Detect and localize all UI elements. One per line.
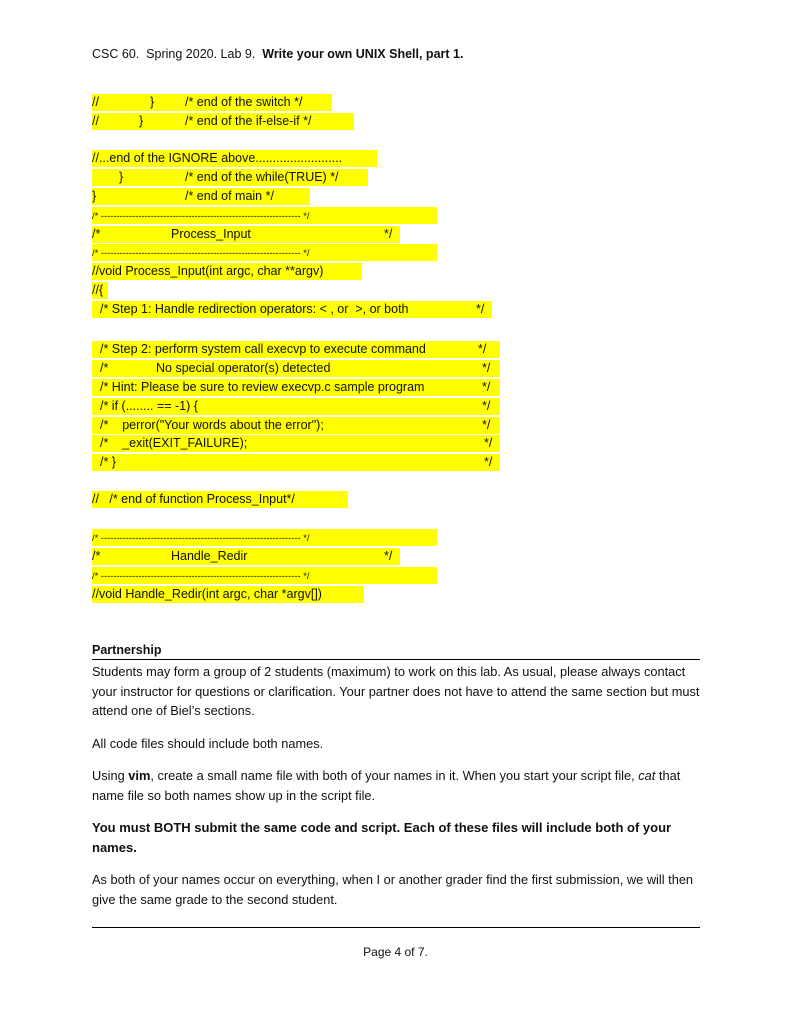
header-title: Write your own UNIX Shell, part 1. — [262, 47, 464, 61]
code-comment-text: /* Step 2: perform system call execvp to execute command — [100, 342, 426, 356]
code-comment-text: /* if (........ == -1) { — [100, 398, 198, 413]
code-brace: } — [139, 113, 144, 128]
code-line: //...end of the IGNORE above......................... — [92, 151, 343, 165]
code-comment-text: No special operator(s) detected — [156, 360, 331, 375]
code-comment-text: /* Step 1: Handle redirection operators: < , or >, or both — [100, 302, 409, 317]
code-comment-text: /* perror("Your words about the error"); — [100, 417, 324, 432]
code-comment-text: /* } — [100, 455, 116, 470]
code-block-execvp — [92, 341, 500, 473]
code-comment-text: /* end of the while(TRUE) */ — [185, 169, 339, 184]
code-separator: /* ---------------------------------------------------------------- */ — [92, 209, 310, 221]
code-comment-text: /* end of main */ — [185, 188, 274, 203]
code-brace: } — [150, 95, 155, 109]
code-comment-marker: /* — [100, 360, 109, 375]
code-comment-marker: */ — [482, 398, 491, 413]
paragraph-code-names: All code files should include both names. — [92, 736, 324, 751]
paragraph-group-rules: Students may form a group of 2 students (maximum) to work on this lab. As usual, please always contact your instructor for questions or clarification. Your partner does not have to attend the same section but must attend one of Biel’s sections. — [92, 664, 700, 719]
code-separator: /* ---------------------------------------------------------------- */ — [92, 569, 310, 581]
page-header — [92, 47, 463, 61]
code-comment-marker: */ — [484, 436, 493, 451]
code-line: // /* end of function Process_Input*/ — [92, 492, 295, 506]
code-comment-marker: */ — [482, 360, 491, 375]
code-brace: } — [119, 169, 124, 184]
paragraph-grading: As both of your names occur on everything, when I or another grader find the first submission, we will then give the same grade to the second student. — [92, 872, 694, 907]
code-comment-marker: */ — [384, 226, 393, 241]
code-comment-marker: */ — [478, 342, 487, 356]
code-comment-marker: */ — [484, 455, 493, 470]
header-prefix: CSC 60. Spring 2020. Lab 9. — [92, 47, 263, 61]
code-comment-text: /* _exit(EXIT_FAILURE); — [100, 436, 248, 451]
code-comment-marker: */ — [476, 302, 485, 317]
code-function-name: Handle_Redir — [171, 548, 248, 563]
code-comment-marker: */ — [482, 379, 491, 394]
paragraph-name-file: Using vim, create a small name file with both of your names in it. When you start your script file, cat that name file so both names show up in the script file. — [92, 768, 681, 803]
code-comment-marker: /* — [92, 548, 101, 563]
code-comment-text: /* Hint: Please be sure to review execvp.c sample program — [100, 379, 425, 394]
code-block-process-input — [92, 150, 492, 320]
page-number: Page 4 of 7. — [363, 945, 428, 959]
vim-keyword: vim — [128, 768, 151, 783]
paragraph-submit-both: You must BOTH submit the same code and script. Each of these files will include both of your names. — [92, 820, 672, 855]
code-line: //void Process_Input(int argc, char **argv) — [92, 264, 324, 279]
code-comment-marker: /* — [92, 226, 101, 241]
footer-divider — [92, 927, 700, 928]
code-line: //{ — [92, 283, 104, 298]
section-title-partnership: Partnership — [92, 643, 700, 660]
code-line: //void Handle_Redir(int argc, char *argv[]) — [92, 586, 322, 601]
code-separator: /* ---------------------------------------------------------------- */ — [92, 247, 310, 259]
code-comment-marker: // — [92, 95, 99, 109]
code-brace: } — [92, 188, 97, 203]
code-block-end-process-input — [92, 491, 348, 510]
code-comment-text: /* end of the switch */ — [185, 95, 303, 109]
code-block-handle-redir — [92, 529, 437, 605]
code-separator: /* ---------------------------------------------------------------- */ — [92, 532, 310, 543]
code-comment-marker: */ — [384, 548, 393, 563]
code-comment-marker: // — [92, 113, 99, 128]
code-function-name: Process_Input — [171, 226, 251, 241]
cat-keyword: cat — [638, 768, 656, 783]
code-comment-marker: */ — [482, 417, 491, 432]
code-comment-text: /* end of the if-else-if */ — [185, 113, 312, 128]
code-block-switch-end — [92, 94, 354, 132]
